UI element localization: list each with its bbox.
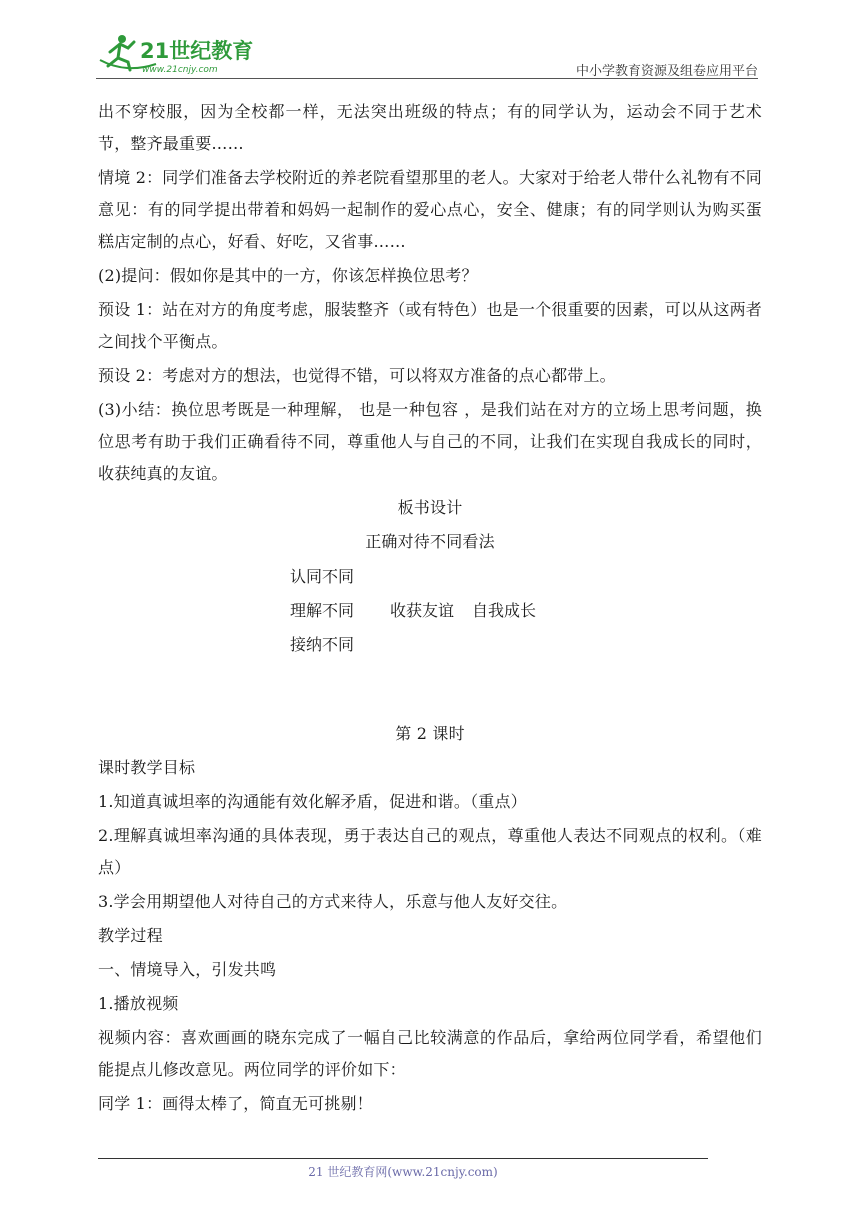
board-title: 正确对待不同看法 [365, 532, 495, 551]
blackboard-design [98, 492, 762, 662]
paragraph: 预设 1：站在对方的角度考虑，服装整齐（或有特色）也是一个很重要的因素，可以从这两者之间找个平衡点。 [98, 300, 762, 351]
board-heading: 板书设计 [397, 498, 463, 517]
paragraph: 教学过程 [98, 926, 163, 945]
page-footer: 21 世纪教育网(www.21cnjy.com) [308, 1165, 498, 1179]
site-logo [96, 30, 266, 76]
paragraph: 一、情境导入，引发共鸣 [98, 960, 277, 979]
paragraph: 情境 2：同学们准备去学校附近的养老院看望那里的老人。大家对于给老人带什么礼物有不同意见：有的同学提出带着和妈妈一起制作的爱心点心，安全、健康；有的同学则认为购买蛋糕店定制的点心，好看、好吃，又省事…… [98, 168, 762, 251]
paragraph: 3.学会用期望他人对待自己的方式来待人，乐意与他人友好交往。 [98, 892, 568, 911]
paragraph: 1.知道真诚坦率的沟通能有效化解矛盾，促进和谐。（重点） [98, 792, 527, 811]
paragraph: 出不穿校服，因为全校都一样，无法突出班级的特点；有的同学认为，运动会不同于艺术节，整齐最重要…… [98, 102, 762, 153]
header-divider [96, 78, 758, 79]
board-item: 认同不同 [290, 567, 355, 586]
paragraph: 预设 2：考虑对方的想法，也觉得不错，可以将双方准备的点心都带上。 [98, 366, 616, 385]
paragraph: 同学 1：画得太棒了，简直无可挑剔！ [98, 1094, 373, 1113]
board-item: 理解不同 [290, 601, 355, 620]
logo-text: 21世纪教育 [140, 39, 254, 63]
header-platform-text: 中小学教育资源及组卷应用平台 [575, 64, 758, 79]
page-header [96, 30, 758, 78]
lesson-title: 第 2 课时 [395, 724, 465, 743]
paragraph: 视频内容：喜欢画画的晓东完成了一幅自己比较满意的作品后，拿给两位同学看，希望他们能提点儿修改意见。两位同学的评价如下： [98, 1028, 762, 1079]
document-body [98, 96, 762, 1122]
logo-url-text: www.21cnjy.com [142, 65, 218, 75]
footer-divider [98, 1158, 708, 1159]
paragraph: (3)小结：换位思考既是一种理解， 也是一种包容 ，是我们站在对方的立场上思考问题，换位思考有助于我们正确看待不同，尊重他人与自己的不同，让我们在实现自我成长的同时，收获纯真的友谊。 [98, 400, 762, 483]
board-row [98, 560, 762, 594]
paragraph: 课时教学目标 [98, 758, 196, 777]
paragraph: 1.播放视频 [98, 994, 179, 1013]
paragraph: (2)提问：假如你是其中的一方，你该怎样换位思考？ [98, 266, 478, 285]
board-item: 自我成长 [472, 601, 537, 620]
board-row [98, 594, 762, 628]
board-row [98, 628, 762, 662]
paragraph: 2.理解真诚坦率沟通的具体表现，勇于表达自己的观点，尊重他人表达不同观点的权利。（难点） [98, 826, 762, 877]
board-item: 收获友谊 [390, 601, 455, 620]
board-item: 接纳不同 [290, 635, 355, 654]
